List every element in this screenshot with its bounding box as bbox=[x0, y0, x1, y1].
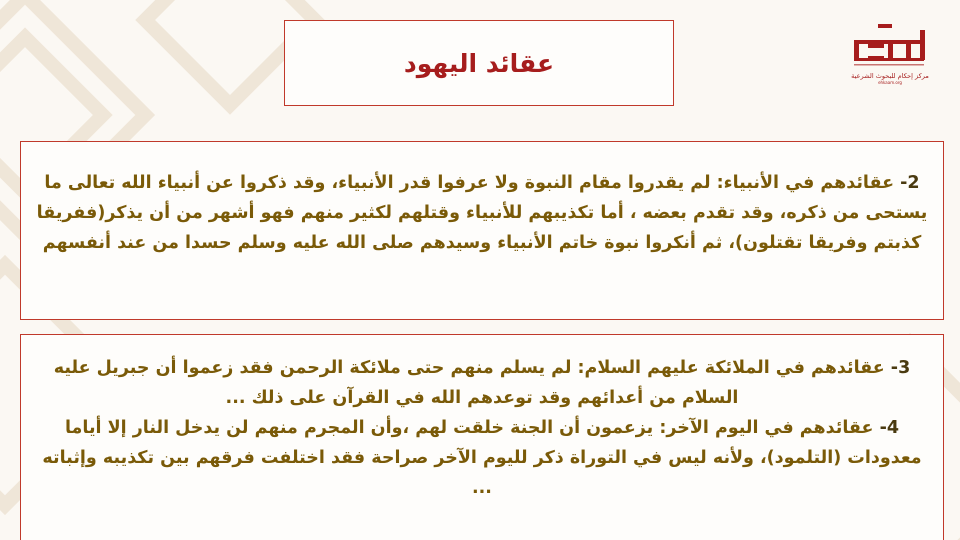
title-box bbox=[284, 20, 674, 106]
logo bbox=[848, 22, 932, 96]
section-paragraph bbox=[35, 353, 929, 413]
section-paragraph bbox=[35, 413, 929, 503]
section-number: 4- bbox=[879, 418, 900, 438]
section-number: 3- bbox=[890, 358, 911, 378]
section-text: عقائدهم في الملائكة عليهم السلام: لم يسلم منهم حتى ملائكة الرحمن فقد زعموا أن جبريل عليه السلام من أعدائهم وقد توعدهم الله في القرآن على ذلك ... bbox=[53, 358, 885, 408]
page-title: عقائد اليهود bbox=[403, 48, 555, 78]
section-text: عقائدهم في اليوم الآخر: يزعمون أن الجنة خلقت لهم ،وأن المجرم منهم لن يدخل النار إلا أياما معدودات (التلمود)، ولأنه ليس في التوراة ذكر لليوم الآخر صراحة فقد اختلفت فرقهم بين تكذيبه وإثباته ... bbox=[42, 418, 922, 498]
section-text: عقائدهم في الأنبياء: لم يقدروا مقام النبوة ولا عرفوا قدر الأنبياء، وقد ذكروا عن أنبياء الله تعالى ما يستحى من ذكره، وقد تقدم بعضه ، أما تكذيبهم للأنبياء وقتلهم لكثير منهم فهو أشهر من أن يذكر(ففريقا كذبتم وفريقا تقتلون)، ثم أنكروا نبوة خاتم الأنبياء وسيدهم صلى الله عليه وسلم حسدا من عند أنفسهم bbox=[36, 173, 928, 253]
logo-latin: ehkaam.org bbox=[878, 80, 902, 85]
section-paragraph bbox=[35, 168, 929, 258]
section-box-prophets bbox=[20, 141, 944, 320]
logo-mark-icon bbox=[848, 22, 932, 72]
section-box-angels-afterlife bbox=[20, 334, 944, 540]
section-number: 2- bbox=[900, 173, 920, 193]
logo-subtitle: مركز إحكام للبحوث الشرعية bbox=[851, 72, 929, 80]
